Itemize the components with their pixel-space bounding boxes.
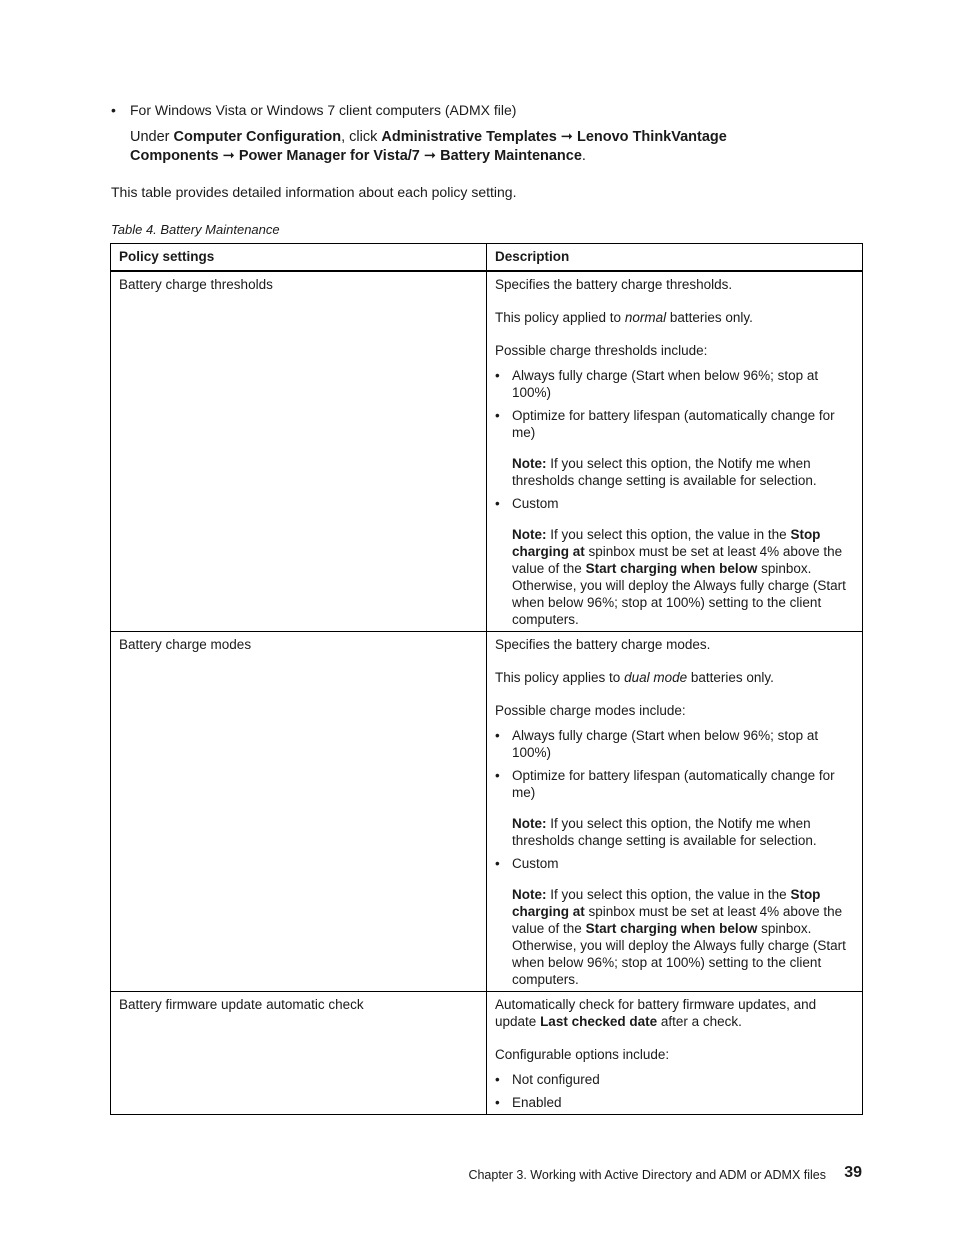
policy-cell: Battery charge modes <box>111 632 487 992</box>
table-row <box>111 271 863 632</box>
navigation-path <box>130 128 830 166</box>
navigation-path-line-2: Components ➞ Power Manager for Vista/7 ➞ Battery Maintenance. <box>130 148 586 164</box>
policy-cell: Battery firmware update automatic check <box>111 992 487 1115</box>
arrow-icon: ➞ <box>222 148 235 164</box>
note: Note: If you select this option, the Notify me when thresholds change setting is available for selection. <box>512 816 817 848</box>
list-item: • Custom Note: If you select this option, the value in the Stop charging at spinbox must be set at least 4% above the value of the Start charging when below spinbox. Otherwise, you will deploy the Always fully charge (Start when below 96%; stop at 100%) setting to the client computers. <box>495 855 854 988</box>
list-item: • Optimize for battery lifespan (automatically change for me) Note: If you select this option, the Notify me when thresholds change setting is available for selection. <box>495 767 854 849</box>
column-header-description: Description <box>487 244 863 272</box>
table-row <box>111 632 863 992</box>
description-cell: Automatically check for battery firmware updates, and update Last checked date after a check. Configurable options include: • Not configured • Enabled <box>487 992 863 1115</box>
option-list <box>495 727 854 988</box>
bullet-marker: • <box>111 102 116 118</box>
column-header-policy: Policy settings <box>111 244 487 272</box>
chapter-title: Chapter 3. Working with Active Directory and ADM or ADMX files <box>468 1168 826 1182</box>
list-item: • Optimize for battery lifespan (automatically change for me) Note: If you select this option, the Notify me when thresholds change setting is available for selection. <box>495 407 854 489</box>
navigation-path-line-1: Under Computer Configuration, click Administrative Templates ➞ Lenovo ThinkVantage <box>130 129 727 145</box>
page-number: 39 <box>844 1164 862 1181</box>
battery-maintenance-table <box>110 243 863 1115</box>
table-row <box>111 992 863 1115</box>
intro-bullet-text: For Windows Vista or Windows 7 client computers (ADMX file) <box>130 102 517 118</box>
table-header-row <box>111 244 863 272</box>
note: Note: If you select this option, the Notify me when thresholds change setting is available for selection. <box>512 456 817 488</box>
note: Note: If you select this option, the value in the Stop charging at spinbox must be set at least 4% above the value of the Start charging when below spinbox. Otherwise, you will deploy the Always fully charge (Start when below 96%; stop at 100%) setting to the client computers. <box>512 527 846 627</box>
list-item: • Always fully charge (Start when below 96%; stop at 100%) <box>495 727 854 761</box>
arrow-icon: ➞ <box>423 148 437 164</box>
arrow-icon: ➞ <box>560 129 573 145</box>
description-cell: Specifies the battery charge modes. This policy applies to dual mode batteries only. Possible charge modes include: • Always fully charge (Start when below 96%; stop at 100%) • Optimize for battery lifespan (automatically change for me) Note: If you select this option, the Notify me when thresholds change setting is available for selection. • Custom Note: If you select this option, the value in the Stop charging at spinbox must be set at least 4% above the value of the Start charging when below spinbox. Otherwise, you will deploy the Always fully charge (Start when below 96%; stop at 100%) setting to the client computers. <box>487 632 863 992</box>
table-caption: Table 4. Battery Maintenance <box>111 222 280 237</box>
description-cell: Specifies the battery charge thresholds. This policy applied to normal batteries only. Possible charge thresholds include: • Always fully charge (Start when below 96%; stop at 100%) • Optimize for battery lifespan (automatically change for me) Note: If you select this option, the Notify me when thresholds change setting is available for selection. • Custom Note: If you select this option, the value in the Stop charging at spinbox must be set at least 4% above the value of the Start charging when below spinbox. Otherwise, you will deploy the Always fully charge (Start when below 96%; stop at 100%) setting to the client computers. <box>487 271 863 632</box>
list-item: • Custom Note: If you select this option, the value in the Stop charging at spinbox must be set at least 4% above the value of the Start charging when below spinbox. Otherwise, you will deploy the Always fully charge (Start when below 96%; stop at 100%) setting to the client computers. <box>495 495 854 628</box>
policy-cell: Battery charge thresholds <box>111 271 487 632</box>
list-item: • Always fully charge (Start when below 96%; stop at 100%) <box>495 367 854 401</box>
note: Note: If you select this option, the value in the Stop charging at spinbox must be set at least 4% above the value of the Start charging when below spinbox. Otherwise, you will deploy the Always fully charge (Start when below 96%; stop at 100%) setting to the client computers. <box>512 887 846 987</box>
option-list <box>495 367 854 628</box>
list-item: • Enabled <box>495 1094 854 1111</box>
list-item: • Not configured <box>495 1071 854 1088</box>
lead-paragraph: This table provides detailed information about each policy setting. <box>111 184 517 200</box>
option-list <box>495 1071 854 1111</box>
